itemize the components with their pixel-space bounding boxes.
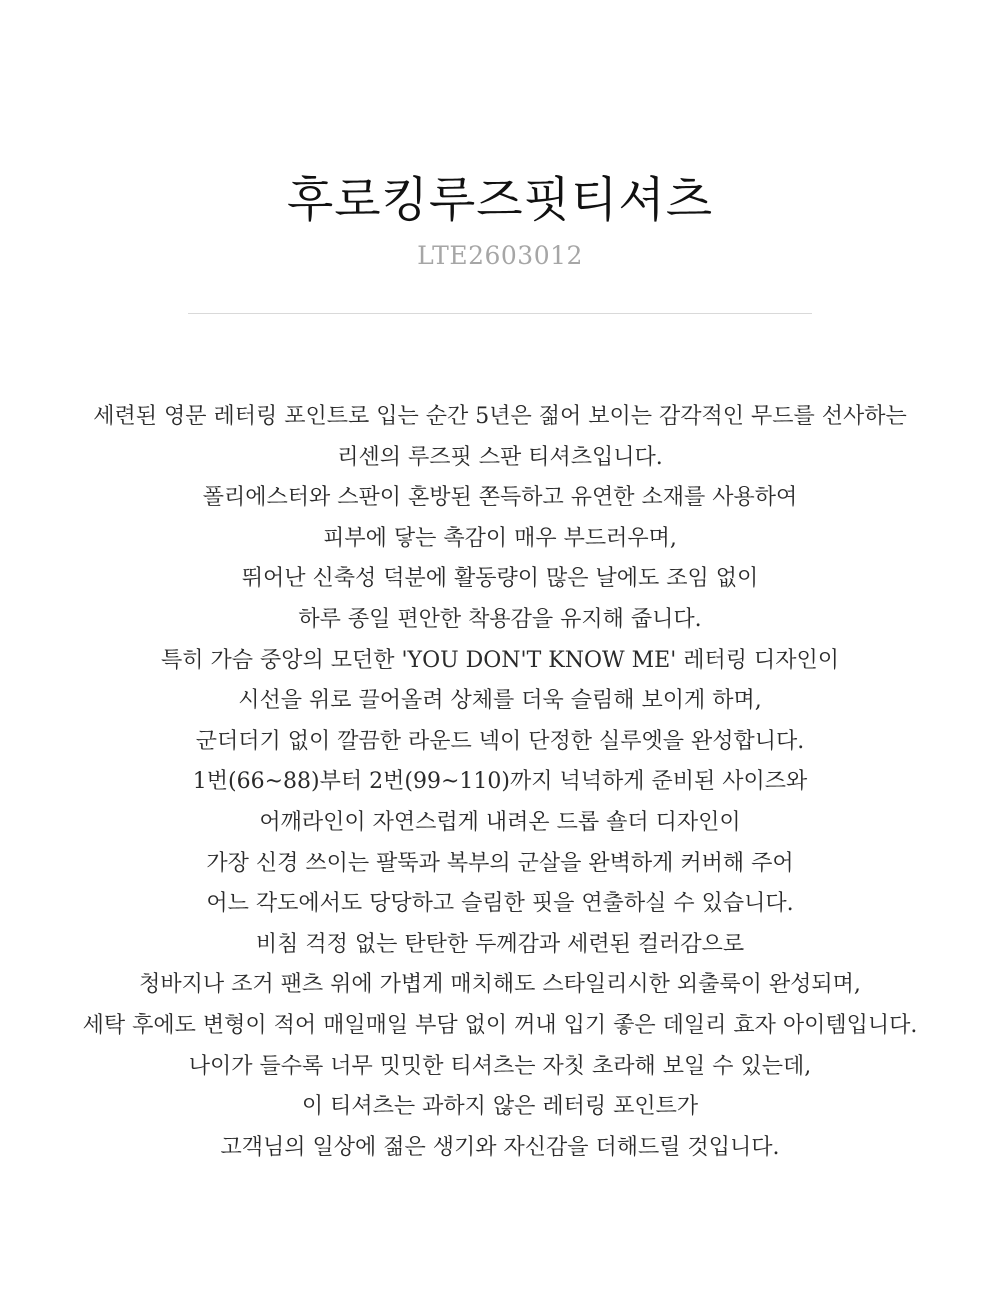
description-line: 세탁 후에도 변형이 적어 매일매일 부담 없이 꺼내 입기 좋은 데일리 효자 아이템입니다. [82,1012,918,1038]
description-line: 가장 신경 쓰이는 팔뚝과 복부의 군살을 완벽하게 커버해 주어 [206,850,794,876]
description-line: 하루 종일 편안한 착용감을 유지해 줍니다. [298,606,702,632]
divider [188,313,812,314]
description-line: 뛰어난 신축성 덕분에 활동량이 많은 날에도 조임 없이 [241,566,759,592]
description-line: 나이가 들수록 너무 밋밋한 티셔츠는 자칫 초라해 보일 수 있는데, [188,1053,812,1079]
description-line: 비침 걱정 없는 탄탄한 두께감과 세련된 컬러감으로 [255,931,745,957]
description-line: 폴리에스터와 스판이 혼방된 쫀득하고 유연한 소재를 사용하여 [202,485,798,511]
description-line: 어느 각도에서도 당당하고 슬림한 핏을 연출하실 수 있습니다. [206,891,794,917]
description-line: 고객님의 일상에 젊은 생기와 자신감을 더해드릴 것입니다. [220,1134,780,1160]
description-line: 세련된 영문 레터링 포인트로 입는 순간 5년은 젊어 보이는 감각적인 무드를 선사하는 [93,404,907,429]
description-line: 이 티셔츠는 과하지 않은 레터링 포인트가 [301,1094,699,1120]
description-line: 시선을 위로 끌어올려 상체를 더욱 슬림해 보이게 하며, [238,688,762,714]
description-line: 특히 가슴 중앙의 모던한 'YOU DON'T KNOW ME' 레터링 디자인이 [161,647,839,673]
description-line: 1번(66~88)부터 2번(99~110)까지 넉넉하게 준비된 사이즈와 [192,769,808,795]
description-line: 군더더기 없이 깔끔한 라운드 넥이 단정한 실루엣을 완성합니다. [195,728,805,754]
description-line: 청바지나 조거 팬츠 위에 가볍게 매치해도 스타일리시한 외출룩이 완성되며, [139,972,861,998]
product-code: LTE2603012 [417,241,583,270]
description-line: 어깨라인이 자연스럽게 내려온 드롭 숄더 디자인이 [259,809,741,835]
description-line: 리센의 루즈핏 스판 티셔츠입니다. [337,444,663,470]
product-title: 후로킹루즈핏티셔츠 [286,172,714,228]
description-line: 피부에 닿는 촉감이 매우 부드러우며, [323,525,677,551]
product-description [0,397,1000,1168]
